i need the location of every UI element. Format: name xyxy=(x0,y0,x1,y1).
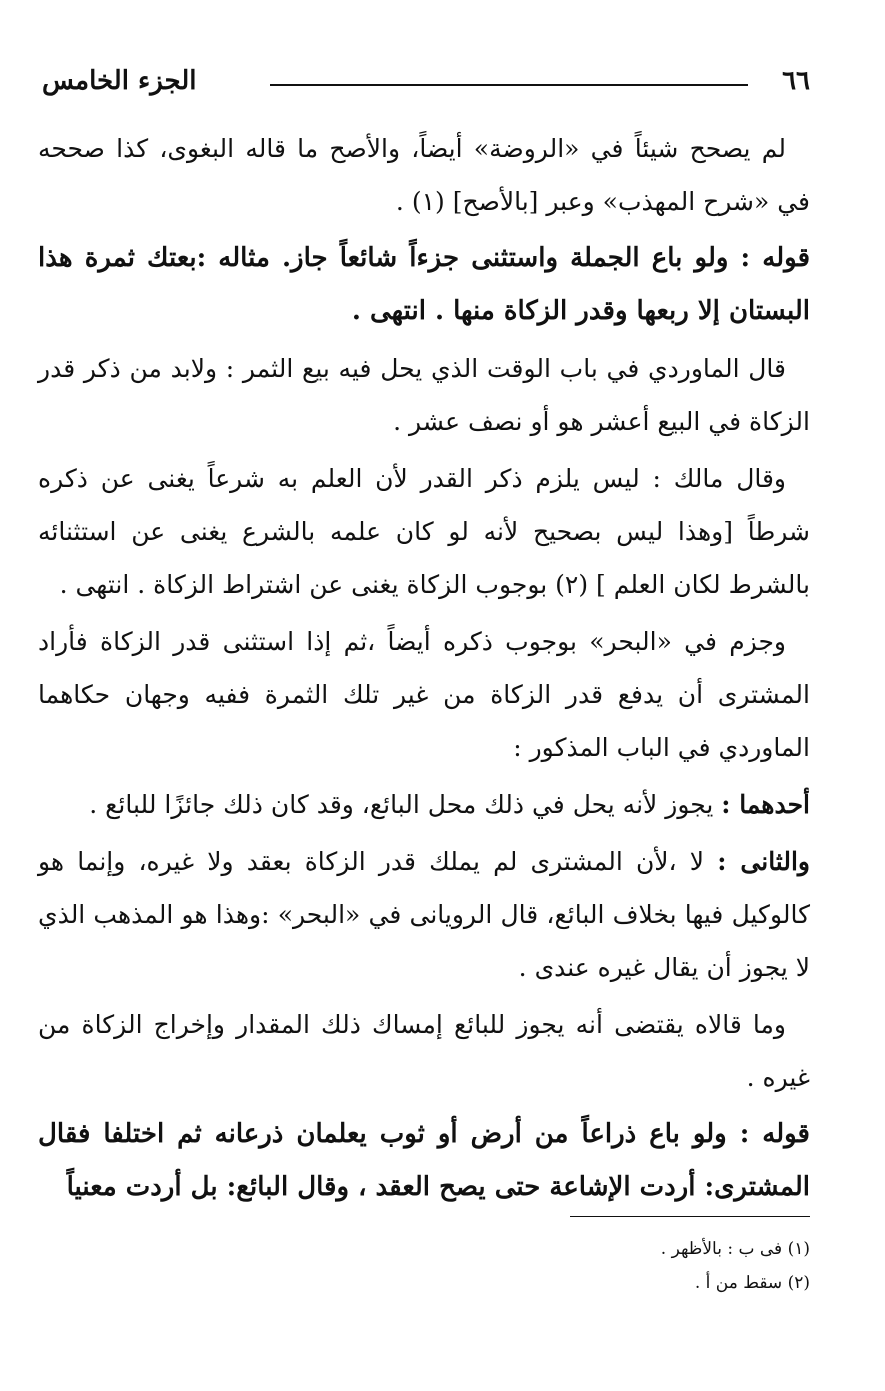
paragraph xyxy=(38,615,810,774)
quoted-paragraph xyxy=(38,232,810,338)
paragraph-text: قوله : ولو باع الجملة واستثنى جزءاً شائعاً جاز. مثاله :بعتك ثمرة هذا البستان إلا ربعها وقدر الزكاة منها . انتهى . xyxy=(38,243,810,326)
running-title: الجزء الخامس xyxy=(42,66,197,96)
paragraph xyxy=(38,342,810,448)
paragraph xyxy=(38,998,810,1104)
paragraph-text: يجوز لأنه يحل في ذلك محل البائع، وقد كان ذلك جائزًا للبائع . xyxy=(89,790,722,819)
paragraph-lead: والثانى : xyxy=(717,847,810,876)
paragraph-text: وما قالاه يقتضى أنه يجوز للبائع إمساك ذلك المقدار وإخراج الزكاة من غيره . xyxy=(38,1010,810,1092)
paragraph xyxy=(38,452,810,611)
footnotes xyxy=(38,1232,810,1300)
footnote-rule xyxy=(570,1216,810,1217)
paragraph xyxy=(38,835,810,994)
paragraph-lead: أحدهما : xyxy=(721,790,810,819)
page-number: ٦٦ xyxy=(782,66,810,96)
document-page xyxy=(38,0,810,1391)
header-rule xyxy=(270,84,748,86)
paragraph-text: لا ،لأن المشترى لم يملك قدر الزكاة بعقد ولا غيره، وإنما هو كالوكيل فيها بخلاف البائع، قال الرويانى في «البحر» :وهذا هو المذهب الذي لا يجوز أن يقال غيره عندى . xyxy=(38,847,810,982)
quoted-paragraph xyxy=(38,1108,810,1214)
paragraph-text: وجزم في «البحر» بوجوب ذكره أيضاً ،ثم إذا استثنى قدر الزكاة فأراد المشترى أن يدفع قدر الزكاة من غير تلك الثمرة ففيه وجهان حكاهما الماوردي في الباب المذكور : xyxy=(38,627,810,762)
paragraph-text: قوله : ولو باع ذراعاً من أرض أو ثوب يعلمان ذرعانه ثم اختلفا فقال المشترى: أردت الإشاعة حتى يصح العقد ، وقال البائع: بل أردت معنياً xyxy=(38,1119,810,1202)
paragraph-text: قال الماوردي في باب الوقت الذي يحل فيه بيع الثمر : ولابد من ذكر قدر الزكاة في البيع أعشر هو أو نصف عشر . xyxy=(38,354,810,436)
body-text xyxy=(38,122,810,1218)
paragraph xyxy=(38,778,810,831)
paragraph-text: وقال مالك : ليس يلزم ذكر القدر لأن العلم به شرعاً يغنى عن ذكره شرطاً [وهذا ليس بصحيح لأنه لو كان علمه بالشرع يغنى عن استثنائه بالشرط لكان العلم ] (٢) بوجوب الزكاة يغنى عن اشتراط الزكاة . انتهى . xyxy=(38,464,810,599)
footnote: (١) فى ب : بالأظهر . xyxy=(660,1239,810,1259)
paragraph-text: لم يصحح شيئاً في «الروضة» أيضاً، والأصح ما قاله البغوى، كذا صححه في «شرح المهذب» وعبر [بالأصح] (١) . xyxy=(38,134,810,216)
paragraph xyxy=(38,122,810,228)
footnote: (٢) سقط من أ . xyxy=(694,1273,810,1293)
page-header xyxy=(38,66,810,106)
